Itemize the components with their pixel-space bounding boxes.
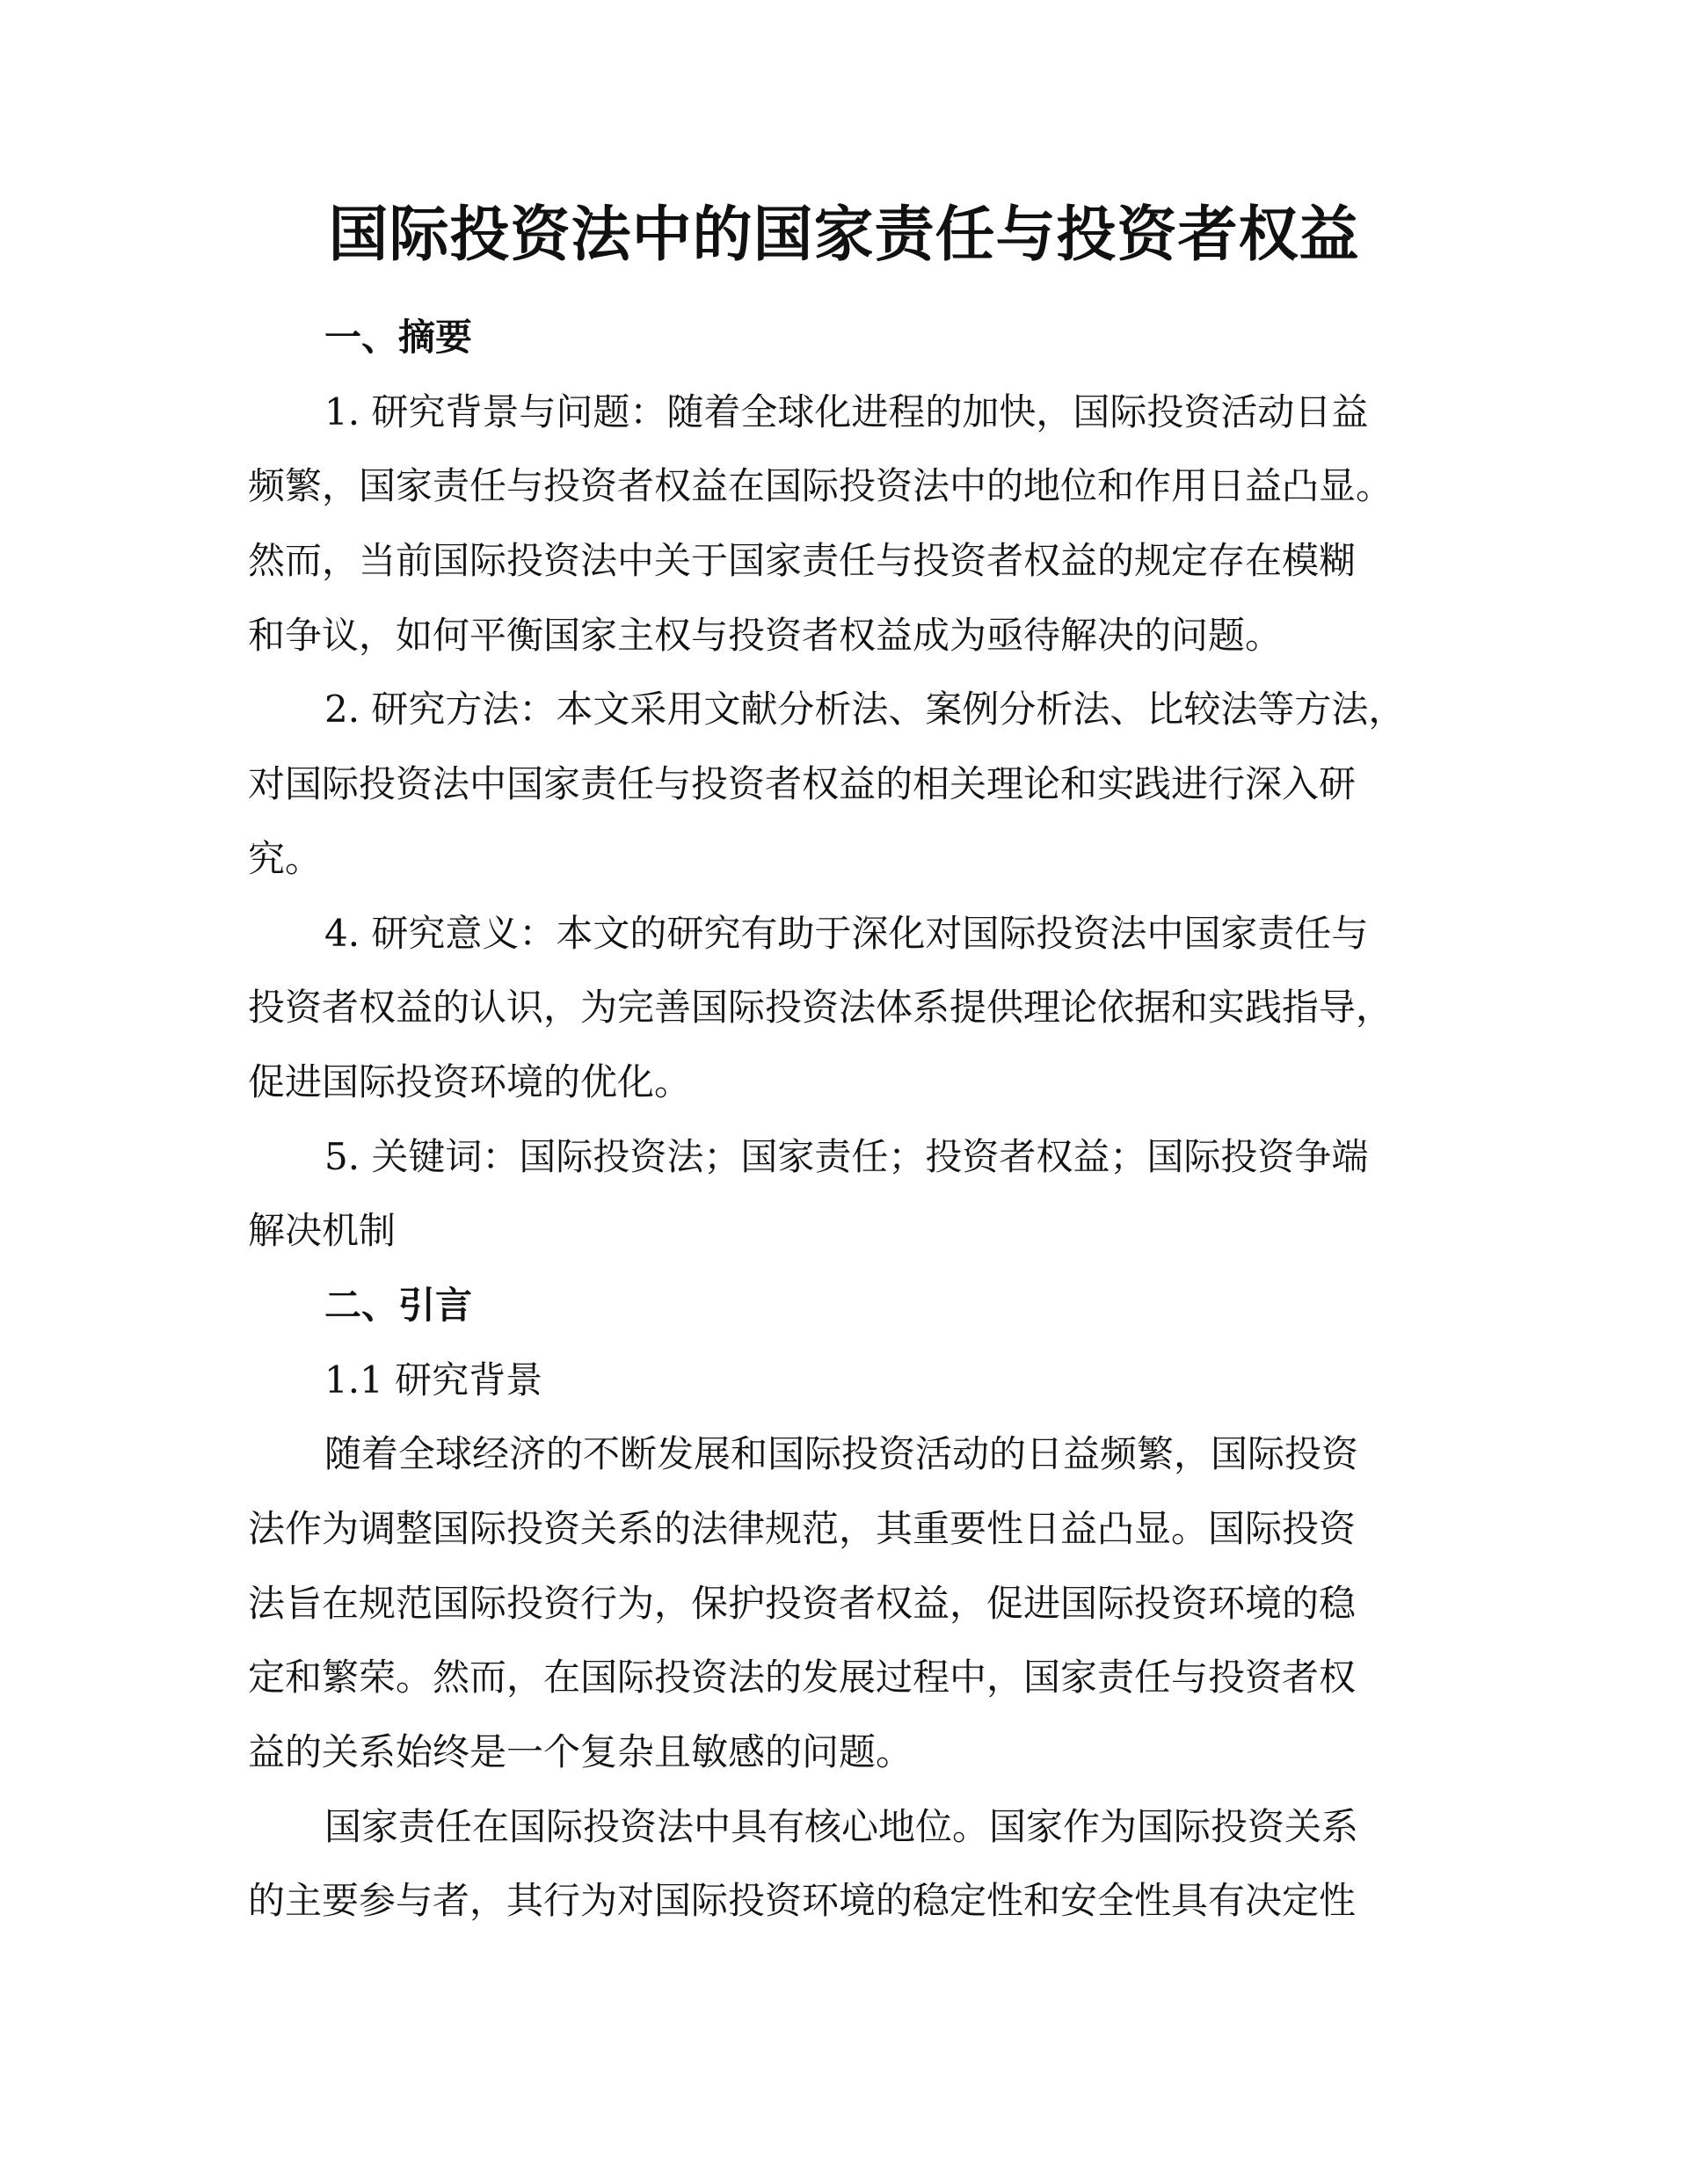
paragraph bbox=[248, 673, 1426, 896]
text-line: 4. 研究意义：本文的研究有助于深化对国际投资法中国家责任与 bbox=[324, 911, 1369, 955]
section-heading: 一、摘要 bbox=[324, 316, 473, 359]
text-line: 投资者权益的认识，为完善国际投资法体系提供理论依据和实践指导， bbox=[248, 986, 1393, 1030]
paragraph bbox=[248, 375, 1426, 673]
text-line: 定和繁荣。然而，在国际投资法的发展过程中，国家责任与投资者权 bbox=[248, 1656, 1357, 1700]
paragraph bbox=[248, 1343, 1426, 1418]
text-line: 法作为调整国际投资关系的法律规范，其重要性日益凸显。国际投资 bbox=[248, 1507, 1357, 1550]
text-line: 法旨在规范国际投资行为，保护投资者权益，促进国际投资环境的稳 bbox=[248, 1581, 1357, 1625]
text-line: 促进国际投资环境的优化。 bbox=[248, 1059, 692, 1103]
text-line: 究。 bbox=[248, 836, 323, 880]
text-line: 和争议，如何平衡国家主权与投资者权益成为亟待解决的问题。 bbox=[248, 613, 1283, 657]
document-title: 国际投资法中的国家责任与投资者权益 bbox=[328, 200, 1360, 270]
section-heading: 二、引言 bbox=[324, 1283, 473, 1327]
text-line: 的主要参与者，其行为对国际投资环境的稳定性和安全性具有决定性 bbox=[248, 1879, 1357, 1923]
text-line: 对国际投资法中国家责任与投资者权益的相关理论和实践进行深入研 bbox=[248, 762, 1357, 806]
text-line: 频繁，国家责任与投资者权益在国际投资法中的地位和作用日益凸显。 bbox=[248, 464, 1393, 508]
text-line: 1. 研究背景与问题：随着全球化进程的加快，国际投资活动日益 bbox=[324, 389, 1369, 433]
text-line: 然而，当前国际投资法中关于国家责任与投资者权益的规定存在模糊 bbox=[248, 539, 1357, 583]
text-line: 随着全球经济的不断发展和国际投资活动的日益频繁，国际投资 bbox=[324, 1432, 1359, 1476]
text-line: 5. 关键词：国际投资法；国家责任；投资者权益；国际投资争端 bbox=[324, 1134, 1369, 1178]
text-line: 益的关系始终是一个复杂且敏感的问题。 bbox=[248, 1730, 913, 1774]
text-line: 1.1 研究背景 bbox=[324, 1358, 543, 1401]
paragraph bbox=[248, 897, 1426, 1120]
paragraph bbox=[248, 1790, 1426, 1939]
text-line: 解决机制 bbox=[248, 1209, 397, 1253]
document-body bbox=[248, 301, 1426, 1939]
paragraph bbox=[248, 1120, 1426, 1269]
text-line: 国家责任在国际投资法中具有核心地位。国家作为国际投资关系 bbox=[324, 1804, 1359, 1848]
text-line: 2. 研究方法：本文采用文献分析法、案例分析法、比较法等方法， bbox=[324, 688, 1406, 732]
paragraph bbox=[248, 1417, 1426, 1789]
